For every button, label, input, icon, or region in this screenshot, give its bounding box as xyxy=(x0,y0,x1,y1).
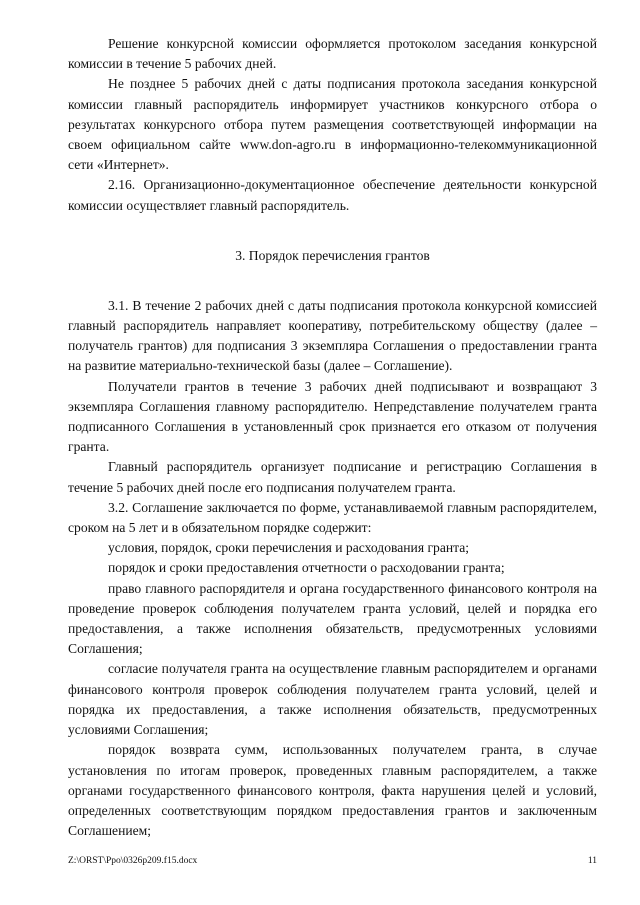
file-path: Z:\ORST\Ppo\0326p209.f15.docx xyxy=(68,856,198,866)
paragraph: Получатели грантов в течение 3 рабочих дней подписывают и возвращают 3 экземпляра Соглашения главному распорядителю. Непредставление получателем гранта подписанного Соглашения в установленный срок признается его отказом от получения гранта. xyxy=(68,378,597,455)
list-item: условия, порядок, сроки перечисления и расходования гранта; xyxy=(108,540,470,556)
page-footer xyxy=(68,855,597,867)
paragraph: 3.1. В течение 2 рабочих дней с даты подписания протокола конкурсной комиссией главный распорядитель направляет кооперативу, потребительскому обществу (далее – получатель грантов) для подписания 3 экземпляра Соглашения о предоставлении гранта на развитие материально-технической базы (далее – Соглашение). xyxy=(68,297,597,374)
paragraph: 2.16. Организационно-документационное обеспечение деятельности конкурсной комиссии осуществляет главный распорядитель. xyxy=(68,177,597,213)
paragraph: Не позднее 5 рабочих дней с даты подписания протокола заседания конкурсной комиссии главный распорядитель информирует участников конкурсного отбора о результатах конкурсного отбора путем размещения соответствующей информации на своем официальном сайте www.don-agro.ru в информационно-телекоммуникационной сети «Интернет». xyxy=(68,76,597,173)
list-item: порядок и сроки предоставления отчетности о расходовании гранта; xyxy=(108,560,505,576)
paragraph: 3.2. Соглашение заключается по форме, устанавливаемой главным распорядителем, сроком на 5 лет и в обязательном порядке содержит: xyxy=(68,499,597,536)
list-item: согласие получателя гранта на осуществление главным распорядителем и органами финансового контроля проверок соблюдения получателем гранта условий, целей и порядка их предоставления, а также исполнения обязательств, предусмотренных условиями Соглашения; xyxy=(68,661,597,738)
list-item: порядок возврата сумм, использованных получателем гранта, в случае установления по итогам проверок, проведенных главным распорядителем, а также органами государственного финансового контроля, факта нарушения целей и условий, определенных соответствующим порядком предоставления грантов и заключенным Соглашением; xyxy=(68,742,597,839)
section-heading: 3. Порядок перечисления грантов xyxy=(235,247,430,263)
paragraph: Решение конкурсной комиссии оформляется протоколом заседания конкурсной комиссии в течение 5 рабочих дней. xyxy=(68,36,597,72)
document-page xyxy=(68,34,597,841)
list-item: право главного распорядителя и органа государственного финансового контроля на проведение проверок соблюдения получателем гранта условий, целей и порядка его предоставления, а также исполнения обязательств, предусмотренных условиями Соглашения; xyxy=(68,580,597,657)
paragraph: Главный распорядитель организует подписание и регистрацию Соглашения в течение 5 рабочих дней после его подписания получателем гранта. xyxy=(68,459,597,495)
page-number: 11 xyxy=(587,856,597,866)
